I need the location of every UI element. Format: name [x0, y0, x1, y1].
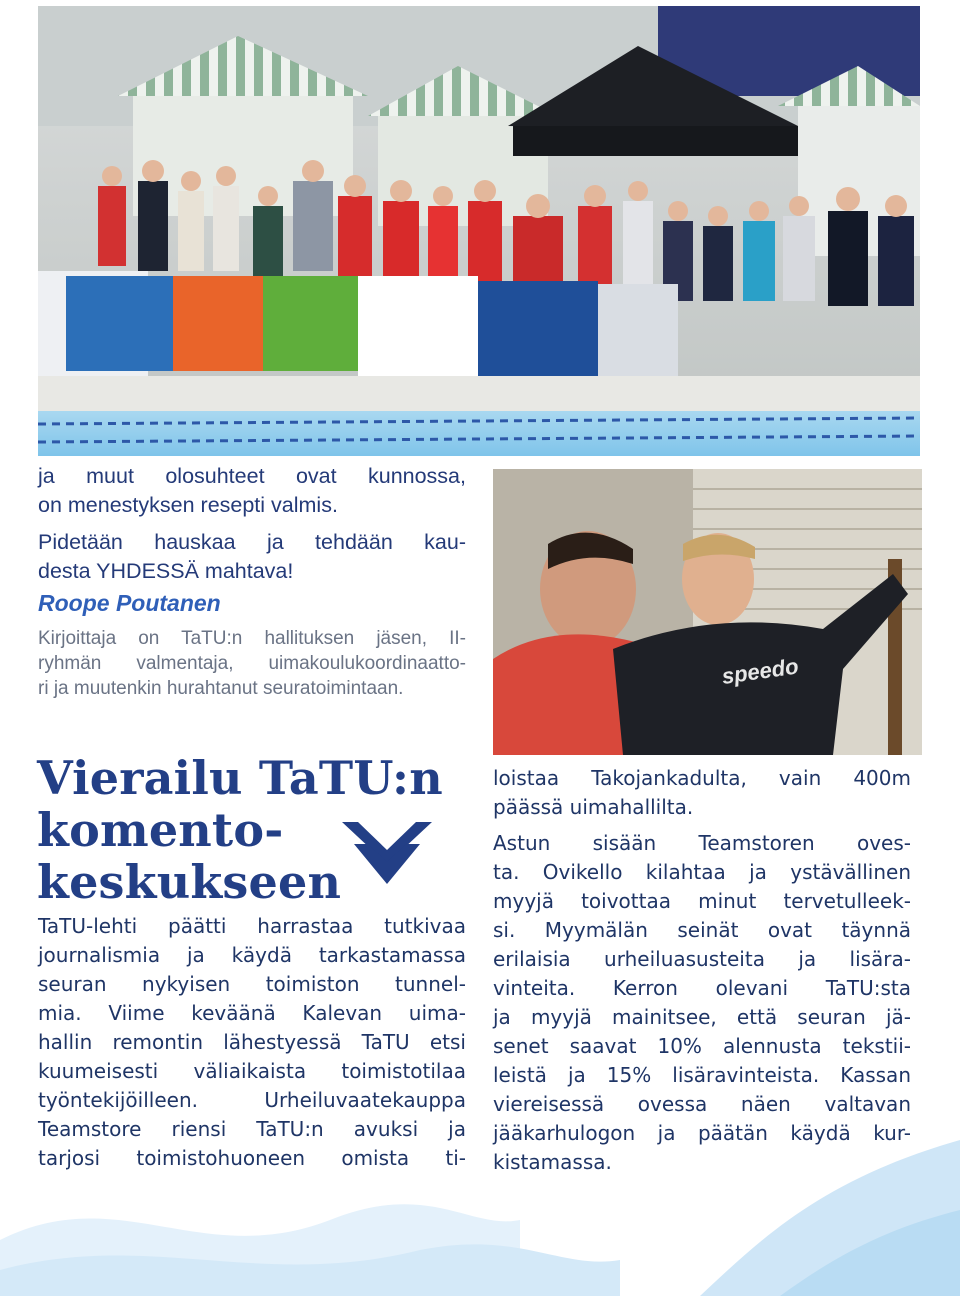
text-line: ryhmän valmentaja, uimakoulukoordinaatto-	[38, 653, 466, 674]
text-line: ja muut olosuhteet ovat kunnossa,	[38, 464, 466, 488]
headline-line: Vierailu TaTU:n	[37, 751, 443, 805]
headline-line: komento-	[37, 803, 284, 857]
office-visit-photo-image	[493, 469, 922, 755]
author-bio	[38, 626, 466, 701]
text-line: senet saavat 10% alennusta tekstii-	[493, 1034, 911, 1058]
text-line: ja myyjä mainitsee, että seuran jä-	[493, 1005, 911, 1029]
text-line: Kirjoittaja on TaTU:n hallituksen jäsen, II-	[38, 628, 466, 649]
text-line: kuumeisesti väliaikaista toimistotilaa	[38, 1059, 466, 1083]
intro-paragraph-2	[38, 528, 466, 586]
svg-text:speedo: speedo	[720, 653, 800, 689]
right-photo	[493, 469, 922, 755]
text-line: TaTU-lehti päätti harrastaa tutkivaa	[38, 914, 466, 938]
top-photo	[38, 6, 920, 456]
author-name: Roope Poutanen	[38, 590, 221, 616]
text-line: vinteita. Kerron olevani TaTU:sta	[493, 976, 911, 1000]
text-line: kistamassa.	[493, 1150, 612, 1174]
double-chevron-down-icon	[342, 822, 432, 884]
text-line: desta YHDESSÄ mahtava!	[38, 559, 294, 583]
text-line: si. Myymälän seinät ovat täynnä	[493, 918, 911, 942]
text-line: leistä ja 15% lisäravinteista. Kassan	[493, 1063, 911, 1087]
text-line: työntekijöilleen. Urheiluvaatekauppa	[38, 1088, 466, 1112]
text-line: Pidetään hauskaa ja tehdään kau-	[38, 530, 466, 554]
text-line: on menestyksen resepti valmis.	[38, 493, 338, 517]
intro-paragraph-1	[38, 462, 466, 520]
text-line: myyjä toivottaa minut tervetulleek-	[493, 889, 911, 913]
text-line: viereisessä ovessa näen valtavan	[493, 1092, 911, 1116]
text-line: ri ja muutenkin hurahtanut seuratoimintaan.	[38, 678, 404, 699]
text-line: seuran nykyisen toimiston tunnel-	[38, 972, 466, 996]
text-line: hallin remontin lähestyessä TaTU etsi	[38, 1030, 466, 1054]
text-line: tarjosi toimistohuoneen omista ti-	[38, 1146, 466, 1170]
text-line: erilaisia urheiluasusteita ja lisära-	[493, 947, 911, 971]
text-line: Astun sisään Teamstoren oves-	[493, 831, 911, 855]
article-paragraph-2	[493, 764, 911, 822]
text-line: loistaa Takojankadulta, vain 400m	[493, 766, 911, 790]
text-line: mia. Viime keväänä Kalevan uima-	[38, 1001, 466, 1025]
decorative-wave-background	[0, 1120, 960, 1296]
text-line: ta. Ovikello kilahtaa ja ystävällinen	[493, 860, 911, 884]
headline-line: keskukseen	[37, 855, 342, 909]
text-line: päässä uimahallilta.	[493, 795, 694, 819]
text-line: journalismia ja käydä tarkastamassa	[38, 943, 466, 967]
text-line: Teamstore riensi TaTU:n avuksi ja	[38, 1117, 466, 1141]
swimming-event-photo-image	[38, 6, 920, 456]
text-line: jääkarhulogon ja päätän käydä kur-	[493, 1121, 911, 1145]
